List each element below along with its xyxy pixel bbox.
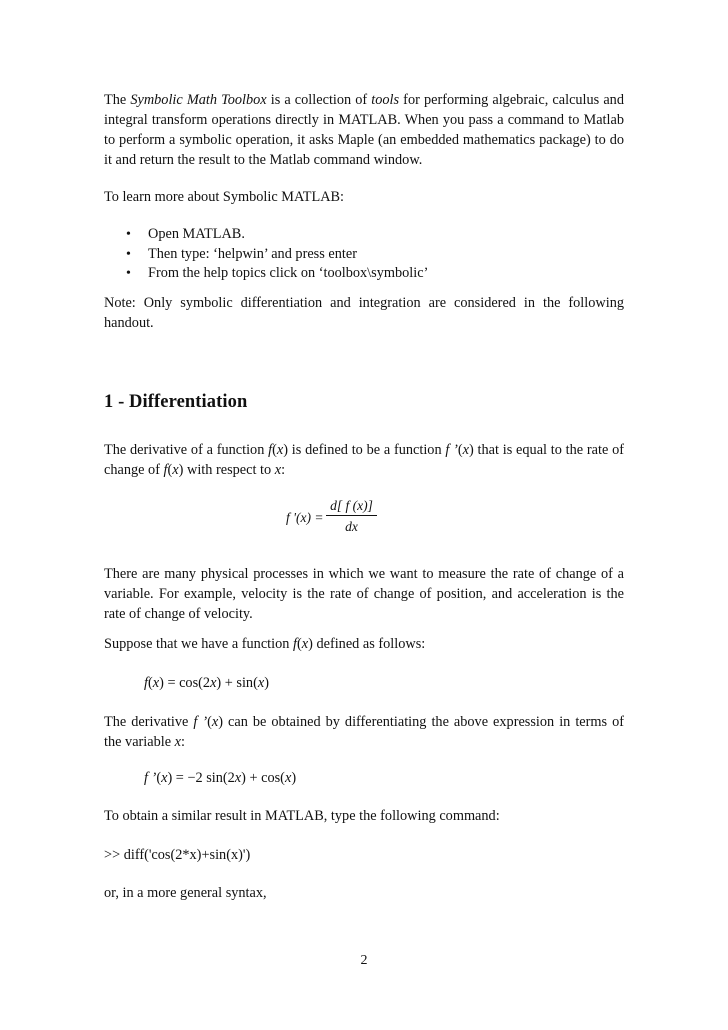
bullet-item: • Then type: ‘helpwin’ and press enter <box>104 245 624 265</box>
matlab-instruction: To obtain a similar result in MATLAB, type the following command: <box>104 808 500 824</box>
bullet-list <box>104 225 624 284</box>
suppose-paragraph: Suppose that we have a function f(x) defined as follows: <box>104 636 426 652</box>
fraction-bar <box>326 515 377 516</box>
body-text: Suppose that we have a function <box>104 636 293 652</box>
body-text: The derivative of a function <box>104 442 269 458</box>
formula-fraction <box>326 497 377 536</box>
intro-text: for performing algebraic, calculus and integral transform operations directly in MATLAB. When you pass a command to Matlab to perform a symbolic operation, it asks Maple (an embedded mathematics package) to do it and return the result to the Matlab command window. <box>104 92 624 168</box>
body-text: can be obtained by differentiating the above expression in terms of the variable <box>104 714 625 750</box>
general-syntax-line: or, in a more general syntax, <box>104 885 267 901</box>
body-text: is defined to be a function <box>288 442 446 458</box>
function-equation: f(x) = cos(2x) + sin(x) <box>144 675 269 691</box>
note-paragraph: Note: Only symbolic differentiation and integration are considered in the following handout. <box>104 295 624 331</box>
body-text: The derivative <box>104 714 194 730</box>
matlab-command: >> diff('cos(2*x)+sin(x)') <box>104 847 251 863</box>
derivative-definition-paragraph: The derivative of a function f(x) is defined to be a function f ’(x) that is equal to the rate of change of f(x) with respect to x: <box>104 442 625 478</box>
body-text: that is equal to the rate of change of <box>104 442 625 478</box>
body-text: defined as follows: <box>312 636 426 652</box>
derivative-obtained-paragraph: The derivative f ’(x) can be obtained by differentiating the above expression in terms of the variable x: <box>104 714 625 750</box>
intro-text: is a collection of <box>266 92 372 108</box>
intro-paragraph <box>104 90 624 170</box>
formula-denominator: dx <box>345 519 358 534</box>
bullet-item: • From the help topics click on ‘toolbox\symbolic’ <box>104 264 624 284</box>
formula-lhs: f '(x) = <box>286 510 324 525</box>
intro-toolbox-name: Symbolic Math Toolbox <box>130 92 267 108</box>
formula-numerator: d[ f (x)] <box>330 498 373 513</box>
intro-tools-word: tools <box>371 92 400 108</box>
section-heading: 1 - Differentiation <box>104 392 248 412</box>
physical-processes-paragraph: There are many physical processes in which we want to measure the rate of change of a variable. For example, velocity is the rate of change of position, and acceleration is the rate of change of velocity. <box>104 566 624 622</box>
derivative-equation: f ’(x) = −2 sin(2x) + cos(x) <box>144 770 297 786</box>
derivative-formula <box>286 497 396 541</box>
body-text: with respect to <box>183 462 275 478</box>
bullet-item: • Open MATLAB. <box>104 225 624 245</box>
intro-text: The <box>104 92 131 108</box>
learn-more-line: To learn more about Symbolic MATLAB: <box>104 189 345 205</box>
page-number: 2 <box>360 953 368 968</box>
